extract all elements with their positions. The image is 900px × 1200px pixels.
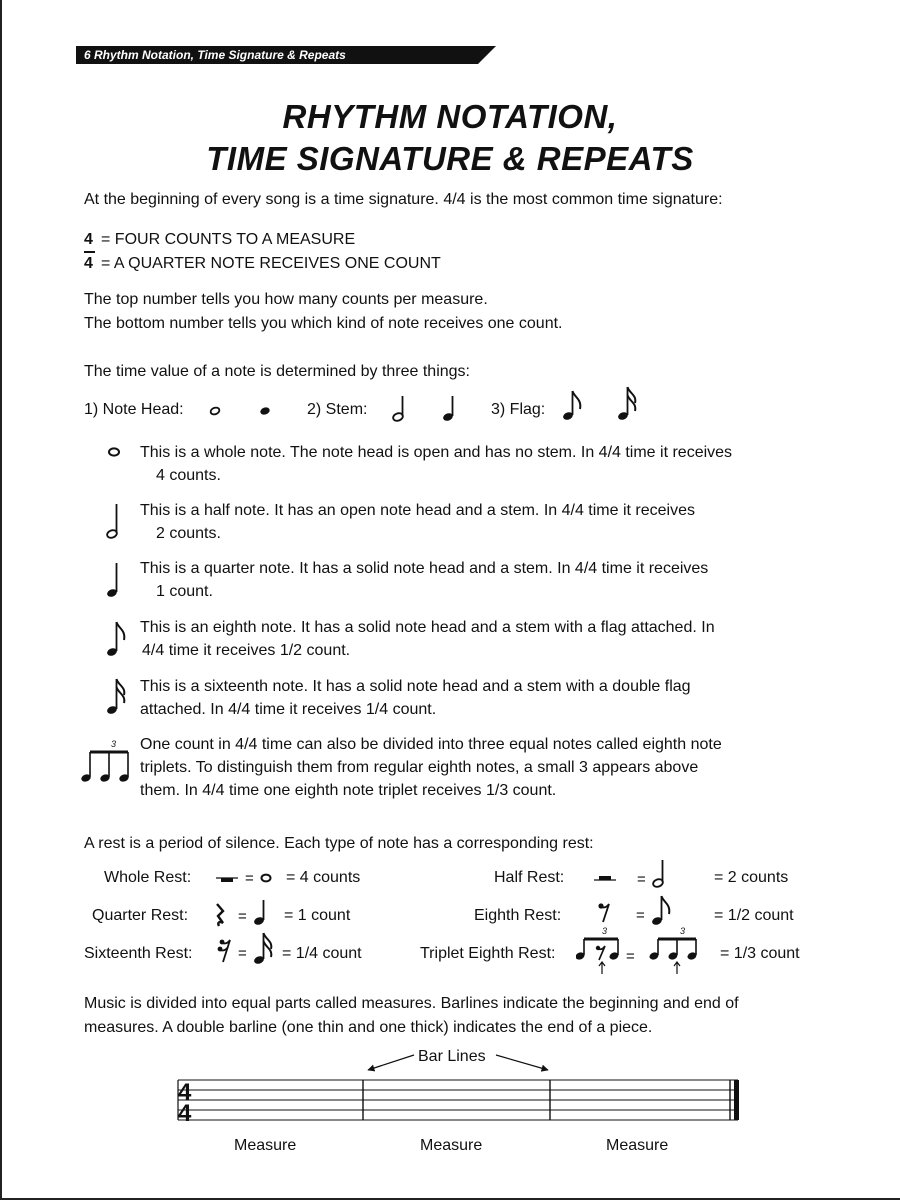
triplet-icon-mark: 3	[111, 739, 117, 749]
whole-rest-label: Whole Rest:	[104, 869, 192, 886]
quarter-note-line2: 1 count.	[156, 583, 213, 600]
staff-time-sig-bottom: 4	[178, 1100, 192, 1127]
quarter-rest-value: = 1 count	[284, 907, 351, 924]
eighth-note-line1: This is an eighth note. It has a solid note head and a stem with a flag attached. In	[140, 619, 715, 636]
top-number-text: The top number tells you how many counts per measure.	[84, 291, 488, 308]
measure-label-2: Measure	[420, 1137, 483, 1154]
quarter-rest-icon	[217, 904, 223, 926]
flag-label: 3) Flag:	[491, 401, 546, 418]
measures-line2: measures. A double barline (one thin and one thick) indicates the end of a piece.	[84, 1019, 653, 1036]
flag-icons	[560, 385, 640, 425]
whole-note-icon	[106, 444, 122, 460]
staff-diagram	[170, 1040, 750, 1160]
half-note-text	[140, 499, 695, 545]
note-head-icons	[207, 400, 277, 424]
triplet-line3: them. In 4/4 time one eighth note triplet receives 1/3 count.	[140, 782, 557, 799]
stem-label: 2) Stem:	[307, 401, 368, 418]
eighth-note-line2: 4/4 time it receives 1/2 count.	[142, 642, 351, 659]
half-rest-label: Half Rest:	[494, 869, 565, 886]
eighth-rest-icon	[601, 904, 609, 922]
eighth-rest-value: = 1/2 count	[714, 907, 794, 924]
triplet-line1: One count in 4/4 time can also be divided into three equal notes called eighth note	[140, 736, 722, 753]
page-title-line1: RHYTHM NOTATION,	[282, 98, 618, 135]
quarter-note-icon	[104, 559, 124, 601]
time-sig-top-digit: 4	[84, 231, 93, 248]
eighth-note-icon	[104, 618, 130, 660]
bar-line-arrow-right	[496, 1055, 548, 1070]
triplet-rest-equals: =	[626, 948, 635, 965]
whole-note-text	[140, 441, 732, 487]
triplet-rest-symbols	[576, 922, 732, 978]
time-sig-top-text: = FOUR COUNTS TO A MEASURE	[101, 231, 356, 248]
triplet-note-mark: 3	[680, 926, 686, 936]
time-sig-bottom-text: = A QUARTER NOTE RECEIVES ONE COUNT	[101, 255, 441, 272]
whole-note-line2: 4 counts.	[156, 467, 221, 484]
whole-rest-value: = 4 counts	[286, 869, 361, 886]
eighth-rest-equals: =	[636, 907, 645, 924]
whole-rest-symbols	[214, 866, 284, 890]
half-rest-icon	[599, 876, 611, 880]
sixteenth-note-icon	[104, 676, 130, 718]
sixteenth-rest-equals: =	[238, 945, 247, 962]
staff-time-sig-top: 4	[178, 1079, 192, 1106]
measures-line1: Music is divided into equal parts called measures. Barlines indicate the beginning and end of	[84, 995, 739, 1012]
half-rest-symbols	[592, 858, 688, 892]
half-rest-value: = 2 counts	[714, 869, 789, 886]
quarter-rest-equals: =	[238, 908, 247, 925]
quarter-rest-symbols	[212, 896, 280, 930]
eighth-rest-label: Eighth Rest:	[474, 907, 562, 924]
bottom-number-text: The bottom number tells you which kind of note receives one count.	[84, 315, 563, 332]
sixteenth-rest-symbols	[214, 930, 282, 968]
intro-text: At the beginning of every song is a time signature. 4/4 is the most common time signature:	[84, 191, 723, 208]
staff-lines	[178, 1080, 738, 1120]
triplet-line2: triplets. To distinguish them from regular eighth notes, a small 3 appears above	[140, 759, 699, 776]
measure-label-3: Measure	[606, 1137, 669, 1154]
quarter-rest-label: Quarter Rest:	[92, 907, 189, 924]
half-note-icon	[104, 500, 124, 542]
triplet-rest-value: = 1/3 count	[720, 945, 800, 962]
note-head-label: 1) Note Head:	[84, 401, 184, 418]
sixteenth-note-line1: This is a sixteenth note. It has a solid note head and a stem with a double flag	[140, 678, 691, 695]
sixteenth-rest-label: Sixteenth Rest:	[84, 945, 193, 962]
bar-line-arrow-left	[368, 1055, 414, 1070]
sixteenth-rest-value: = 1/4 count	[282, 945, 362, 962]
whole-rest-equals: =	[245, 870, 254, 887]
double-bar-thick	[734, 1080, 739, 1120]
bar-lines-label: Bar Lines	[418, 1048, 486, 1065]
measure-label-1: Measure	[234, 1137, 297, 1154]
rest-intro: A rest is a period of silence. Each type of note has a corresponding rest:	[84, 835, 594, 852]
sixteenth-note-line2: attached. In 4/4 time it receives 1/4 count.	[140, 701, 437, 718]
whole-note-line1: This is a whole note. The note head is open and has no stem. In 4/4 time it receives	[140, 444, 733, 461]
triplet-text	[140, 733, 722, 802]
triplet-rest-label: Triplet Eighth Rest:	[420, 945, 556, 962]
half-note-line2: 2 counts.	[156, 525, 221, 542]
triplet-icon	[80, 735, 136, 785]
half-rest-equals: =	[637, 871, 646, 888]
whole-note-icon	[262, 875, 271, 882]
time-value-intro: The time value of a note is determined by three things:	[84, 363, 470, 380]
half-note-line1: This is a half note. It has an open note head and a stem. In 4/4 time it receives	[140, 502, 695, 519]
sixteenth-note-text	[140, 675, 691, 721]
page-title-line2: TIME SIGNATURE & REPEATS	[206, 140, 694, 177]
stem-icons	[390, 393, 470, 425]
eighth-note-text	[140, 616, 715, 662]
whole-rest-icon	[221, 878, 233, 882]
quarter-note-text	[140, 557, 708, 603]
page-frame-left	[0, 0, 2, 1200]
quarter-note-line1: This is a quarter note. It has a solid note head and a stem. In 4/4 time it receives	[140, 560, 709, 577]
triplet-rest-mark: 3	[602, 926, 608, 936]
time-sig-bottom-digit: 4	[84, 255, 93, 272]
running-header: 6 Rhythm Notation, Time Signature & Repeats	[84, 48, 346, 62]
